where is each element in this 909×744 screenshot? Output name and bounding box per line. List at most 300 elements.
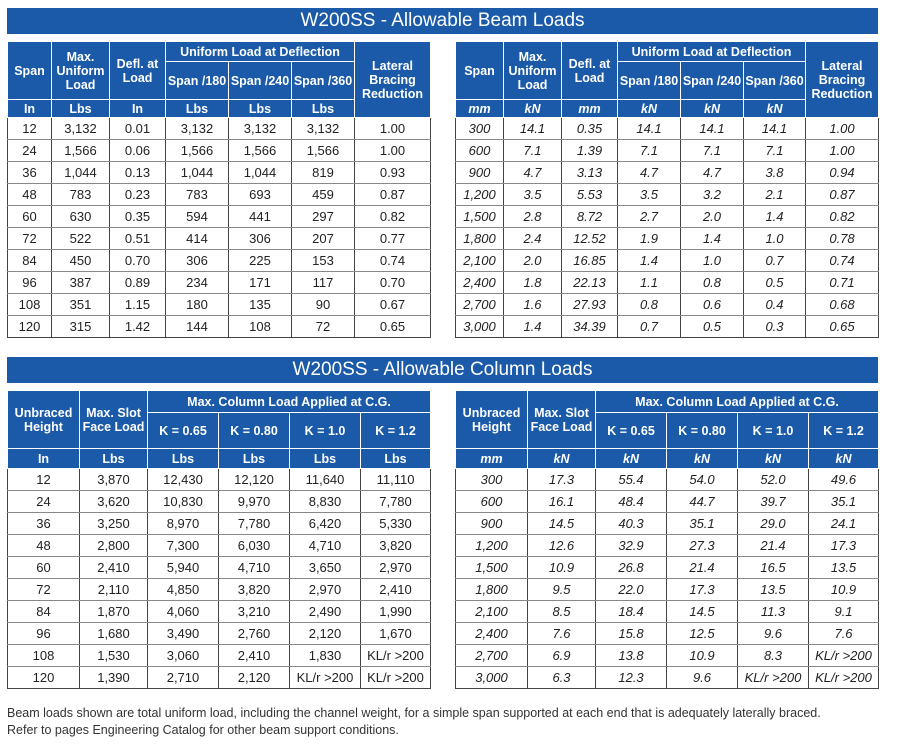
table-cell: 1.8 xyxy=(504,272,562,294)
table-cell: 2,100 xyxy=(456,250,504,272)
table-cell: 2.8 xyxy=(504,206,562,228)
table-cell: 1.4 xyxy=(744,206,806,228)
col-k-080: K = 0.80 xyxy=(667,413,738,449)
table-cell: 135 xyxy=(229,294,292,316)
table-cell: 36 xyxy=(8,162,52,184)
table-cell: 0.23 xyxy=(110,184,166,206)
table-cell: 2,760 xyxy=(219,623,290,645)
table-row xyxy=(8,535,431,557)
table-cell: 17.3 xyxy=(667,579,738,601)
table-cell: 13.8 xyxy=(596,645,667,667)
col-max-slot-face-load: Max. Slot Face Load xyxy=(528,391,596,449)
table-cell: 306 xyxy=(166,250,229,272)
table-row xyxy=(456,206,879,228)
table-cell: 0.70 xyxy=(110,250,166,272)
table-cell: 0.74 xyxy=(806,250,879,272)
table-cell: 84 xyxy=(8,601,80,623)
table-cell: 0.13 xyxy=(110,162,166,184)
table-cell: 783 xyxy=(166,184,229,206)
table-row xyxy=(8,250,431,272)
table-cell: 3,060 xyxy=(148,645,219,667)
table-cell: 3.5 xyxy=(504,184,562,206)
col-span-240: Span /240 xyxy=(229,62,292,100)
table-cell: 44.7 xyxy=(667,491,738,513)
table-cell: 2.4 xyxy=(504,228,562,250)
table-row xyxy=(8,118,431,140)
table-cell: 3.8 xyxy=(744,162,806,184)
table-cell: 60 xyxy=(8,557,80,579)
table-cell: 48 xyxy=(8,184,52,206)
table-row xyxy=(8,469,431,491)
table-row xyxy=(8,623,431,645)
table-cell: 1.00 xyxy=(806,118,879,140)
table-row xyxy=(456,162,879,184)
table-cell: 3,132 xyxy=(52,118,110,140)
table-row xyxy=(456,118,879,140)
table-cell: 16.5 xyxy=(738,557,809,579)
table-row xyxy=(8,645,431,667)
table-cell: 1.9 xyxy=(618,228,681,250)
col-max-slot-face-load: Max. Slot Face Load xyxy=(80,391,148,449)
table-cell: 4,710 xyxy=(219,557,290,579)
table-cell: 1.1 xyxy=(618,272,681,294)
table-row xyxy=(456,184,879,206)
table-row xyxy=(456,272,879,294)
table-cell: 225 xyxy=(229,250,292,272)
table-cell: 14.1 xyxy=(504,118,562,140)
col-span: Span xyxy=(456,42,504,100)
table-cell: 12.5 xyxy=(667,623,738,645)
table-cell: 2,100 xyxy=(456,601,528,623)
table-cell: 35.1 xyxy=(667,513,738,535)
col-group-max-column-load: Max. Column Load Applied at C.G. xyxy=(596,391,879,413)
table-cell: 1.00 xyxy=(355,140,431,162)
table-cell: 3,490 xyxy=(148,623,219,645)
table-cell: 315 xyxy=(52,316,110,338)
table-cell: 11,640 xyxy=(290,469,361,491)
col-group-uniform-load-at-deflection: Uniform Load at Deflection xyxy=(618,42,806,62)
col-unbraced-height: Unbraced Height xyxy=(456,391,528,449)
footnotes xyxy=(7,705,821,739)
table-cell: 12 xyxy=(8,469,80,491)
table-row xyxy=(8,162,431,184)
table-cell: 441 xyxy=(229,206,292,228)
unit-cell: Lbs xyxy=(166,100,229,118)
table-cell: 0.01 xyxy=(110,118,166,140)
col-k-065: K = 0.65 xyxy=(148,413,219,449)
table-cell: 6,420 xyxy=(290,513,361,535)
table-cell: 117 xyxy=(292,272,355,294)
table-cell: 2,120 xyxy=(290,623,361,645)
table-cell: 594 xyxy=(166,206,229,228)
col-span-360: Span /360 xyxy=(744,62,806,100)
table-cell: 2,400 xyxy=(456,623,528,645)
table-cell: 300 xyxy=(456,469,528,491)
table-cell: 10.9 xyxy=(667,645,738,667)
col-k-12: K = 1.2 xyxy=(361,413,431,449)
unit-cell: kN xyxy=(528,449,596,469)
table-cell: 9.1 xyxy=(809,601,879,623)
table-row xyxy=(456,535,879,557)
table-row xyxy=(456,623,879,645)
table-cell: 120 xyxy=(8,316,52,338)
table-cell: 22.0 xyxy=(596,579,667,601)
table-cell: 10.9 xyxy=(528,557,596,579)
table-cell: 297 xyxy=(292,206,355,228)
table-cell: 90 xyxy=(292,294,355,316)
column-loads-title: W200SS - Allowable Column Loads xyxy=(7,357,878,383)
table-cell: 16.1 xyxy=(528,491,596,513)
table-row xyxy=(8,579,431,601)
table-cell: 171 xyxy=(229,272,292,294)
table-cell: 300 xyxy=(456,118,504,140)
column-table-imperial xyxy=(7,390,431,689)
beam-loads-title: W200SS - Allowable Beam Loads xyxy=(7,8,878,34)
table-cell: 24.1 xyxy=(809,513,879,535)
table-cell: 2,970 xyxy=(361,557,431,579)
table-cell: 14.1 xyxy=(744,118,806,140)
col-k-12: K = 1.2 xyxy=(809,413,879,449)
table-cell: 72 xyxy=(8,228,52,250)
table-cell: 6,030 xyxy=(219,535,290,557)
table-cell: 1,566 xyxy=(292,140,355,162)
table-cell: KL/r >200 xyxy=(361,667,431,689)
table-cell: 0.6 xyxy=(681,294,744,316)
table-cell: 0.94 xyxy=(806,162,879,184)
beam-table-imperial xyxy=(7,41,431,338)
col-group-max-column-load: Max. Column Load Applied at C.G. xyxy=(148,391,431,413)
table-cell: KL/r >200 xyxy=(361,645,431,667)
table-cell: 153 xyxy=(292,250,355,272)
table-cell: 7.1 xyxy=(618,140,681,162)
table-cell: 0.8 xyxy=(681,272,744,294)
table-cell: 3,132 xyxy=(292,118,355,140)
table-cell: 7.1 xyxy=(504,140,562,162)
table-cell: 5,330 xyxy=(361,513,431,535)
table-cell: 3.2 xyxy=(681,184,744,206)
table-cell: 180 xyxy=(166,294,229,316)
table-cell: 27.3 xyxy=(667,535,738,557)
table-cell: 1.6 xyxy=(504,294,562,316)
table-cell: 35.1 xyxy=(809,491,879,513)
table-cell: 7,300 xyxy=(148,535,219,557)
table-row xyxy=(456,250,879,272)
table-cell: 2.1 xyxy=(744,184,806,206)
table-cell: 8,970 xyxy=(148,513,219,535)
unit-cell: Lbs xyxy=(361,449,431,469)
table-cell: 3,000 xyxy=(456,667,528,689)
table-cell: 3,870 xyxy=(80,469,148,491)
table-cell: 0.51 xyxy=(110,228,166,250)
table-cell: 4,710 xyxy=(290,535,361,557)
table-cell: 2,110 xyxy=(80,579,148,601)
table-cell: KL/r >200 xyxy=(738,667,809,689)
unit-cell: Lbs xyxy=(80,449,148,469)
table-cell: 1,044 xyxy=(229,162,292,184)
table-cell: 72 xyxy=(8,579,80,601)
table-cell: 144 xyxy=(166,316,229,338)
table-row xyxy=(8,513,431,535)
table-cell: 21.4 xyxy=(667,557,738,579)
table-cell: 48 xyxy=(8,535,80,557)
col-span-180: Span /180 xyxy=(166,62,229,100)
table-cell: 693 xyxy=(229,184,292,206)
table-cell: 3,132 xyxy=(229,118,292,140)
table-cell: 12 xyxy=(8,118,52,140)
table-cell: 9.5 xyxy=(528,579,596,601)
table-cell: 1,870 xyxy=(80,601,148,623)
table-cell: 32.9 xyxy=(596,535,667,557)
col-max-uniform-load: Max. Uniform Load xyxy=(504,42,562,100)
table-cell: 1,990 xyxy=(361,601,431,623)
table-cell: 1.4 xyxy=(504,316,562,338)
table-cell: 207 xyxy=(292,228,355,250)
table-cell: KL/r >200 xyxy=(809,667,879,689)
table-row xyxy=(8,294,431,316)
table-cell: 5,940 xyxy=(148,557,219,579)
table-cell: 0.65 xyxy=(806,316,879,338)
table-cell: 306 xyxy=(229,228,292,250)
table-cell: 60 xyxy=(8,206,52,228)
table-cell: 1,044 xyxy=(52,162,110,184)
table-cell: 9.6 xyxy=(667,667,738,689)
table-cell: 387 xyxy=(52,272,110,294)
table-cell: 1,200 xyxy=(456,535,528,557)
table-cell: 0.7 xyxy=(618,316,681,338)
unit-cell: Lbs xyxy=(292,100,355,118)
unit-cell: kN xyxy=(596,449,667,469)
table-cell: 1.4 xyxy=(618,250,681,272)
table-cell: 108 xyxy=(229,316,292,338)
table-cell: 630 xyxy=(52,206,110,228)
table-cell: 1.39 xyxy=(562,140,618,162)
table-cell: 1.0 xyxy=(681,250,744,272)
table-row xyxy=(456,513,879,535)
table-cell: 84 xyxy=(8,250,52,272)
table-cell: 3,820 xyxy=(219,579,290,601)
table-cell: 96 xyxy=(8,623,80,645)
units-row xyxy=(8,449,431,469)
footnote-refer-catalog: Refer to pages Engineering Catalog for other beam support conditions. xyxy=(7,723,399,737)
table-cell: 900 xyxy=(456,162,504,184)
table-cell: 0.70 xyxy=(355,272,431,294)
col-defl-at-load: Defl. at Load xyxy=(110,42,166,100)
table-cell: 0.06 xyxy=(110,140,166,162)
table-cell: 0.82 xyxy=(806,206,879,228)
table-cell: 0.35 xyxy=(110,206,166,228)
table-cell: 2,410 xyxy=(219,645,290,667)
unit-cell: Lbs xyxy=(229,100,292,118)
table-cell: 5.53 xyxy=(562,184,618,206)
table-cell: 0.3 xyxy=(744,316,806,338)
table-cell: 2,490 xyxy=(290,601,361,623)
table-row xyxy=(8,557,431,579)
table-row xyxy=(456,140,879,162)
table-cell: 9,970 xyxy=(219,491,290,513)
unit-cell: Lbs xyxy=(52,100,110,118)
table-cell: 12.52 xyxy=(562,228,618,250)
table-cell: 0.78 xyxy=(806,228,879,250)
col-lateral-bracing-reduction: Lateral Bracing Reduction xyxy=(806,42,879,118)
table-cell: 1,200 xyxy=(456,184,504,206)
table-cell: 1.4 xyxy=(681,228,744,250)
table-cell: 0.74 xyxy=(355,250,431,272)
col-defl-at-load: Defl. at Load xyxy=(562,42,618,100)
table-cell: 900 xyxy=(456,513,528,535)
table-cell: 7.1 xyxy=(681,140,744,162)
table-row xyxy=(8,206,431,228)
table-cell: 0.82 xyxy=(355,206,431,228)
table-row xyxy=(456,667,879,689)
unit-cell: mm xyxy=(456,100,504,118)
table-cell: 2,120 xyxy=(219,667,290,689)
table-cell: 2.7 xyxy=(618,206,681,228)
table-cell: KL/r >200 xyxy=(290,667,361,689)
table-cell: 8,830 xyxy=(290,491,361,513)
table-cell: 16.85 xyxy=(562,250,618,272)
table-cell: 108 xyxy=(8,294,52,316)
table-cell: 120 xyxy=(8,667,80,689)
table-cell: 1,500 xyxy=(456,557,528,579)
col-span-360: Span /360 xyxy=(292,62,355,100)
table-cell: 27.93 xyxy=(562,294,618,316)
table-cell: 351 xyxy=(52,294,110,316)
table-cell: 414 xyxy=(166,228,229,250)
table-cell: 8.72 xyxy=(562,206,618,228)
table-cell: 18.4 xyxy=(596,601,667,623)
col-k-080: K = 0.80 xyxy=(219,413,290,449)
table-cell: 26.8 xyxy=(596,557,667,579)
table-row xyxy=(456,645,879,667)
table-cell: 3.13 xyxy=(562,162,618,184)
table-row xyxy=(456,579,879,601)
table-row xyxy=(8,601,431,623)
table-row xyxy=(8,667,431,689)
table-cell: 4.7 xyxy=(504,162,562,184)
table-cell: 52.0 xyxy=(738,469,809,491)
table-cell: 4,850 xyxy=(148,579,219,601)
table-cell: 7.6 xyxy=(809,623,879,645)
table-cell: 4,060 xyxy=(148,601,219,623)
col-k-10: K = 1.0 xyxy=(738,413,809,449)
table-cell: 54.0 xyxy=(667,469,738,491)
table-cell: 22.13 xyxy=(562,272,618,294)
table-row xyxy=(8,140,431,162)
table-row xyxy=(8,184,431,206)
table-cell: 4.7 xyxy=(618,162,681,184)
table-cell: 11.3 xyxy=(738,601,809,623)
table-cell: 49.6 xyxy=(809,469,879,491)
table-row xyxy=(8,316,431,338)
footnote-beam-loads: Beam loads shown are total uniform load, including the channel weight, for a simple span supported at each end that is adequately laterally braced. xyxy=(7,706,821,720)
table-cell: 17.3 xyxy=(809,535,879,557)
col-lateral-bracing-reduction: Lateral Bracing Reduction xyxy=(355,42,431,118)
table-cell: 7,780 xyxy=(219,513,290,535)
table-cell: 108 xyxy=(8,645,80,667)
table-cell: 1,680 xyxy=(80,623,148,645)
table-cell: 0.8 xyxy=(618,294,681,316)
col-span: Span xyxy=(8,42,52,100)
table-cell: 3,620 xyxy=(80,491,148,513)
table-row xyxy=(456,316,879,338)
unit-cell: mm xyxy=(456,449,528,469)
table-cell: 0.67 xyxy=(355,294,431,316)
table-cell: 3,820 xyxy=(361,535,431,557)
table-cell: 10.9 xyxy=(809,579,879,601)
table-cell: 1,500 xyxy=(456,206,504,228)
table-cell: 1.00 xyxy=(806,140,879,162)
table-cell: 72 xyxy=(292,316,355,338)
table-cell: 14.1 xyxy=(681,118,744,140)
unit-cell: In xyxy=(110,100,166,118)
table-cell: 24 xyxy=(8,491,80,513)
table-cell: 1,800 xyxy=(456,579,528,601)
col-k-10: K = 1.0 xyxy=(290,413,361,449)
table-cell: 1,670 xyxy=(361,623,431,645)
table-cell: 600 xyxy=(456,140,504,162)
table-cell: 13.5 xyxy=(809,557,879,579)
table-cell: 10,830 xyxy=(148,491,219,513)
table-cell: 48.4 xyxy=(596,491,667,513)
table-cell: 2,400 xyxy=(456,272,504,294)
unit-cell: kN xyxy=(618,100,681,118)
table-cell: 1.42 xyxy=(110,316,166,338)
table-row xyxy=(456,228,879,250)
unit-cell: kN xyxy=(809,449,879,469)
col-unbraced-height: Unbraced Height xyxy=(8,391,80,449)
table-cell: 24 xyxy=(8,140,52,162)
table-cell: 14.1 xyxy=(618,118,681,140)
table-cell: 1,830 xyxy=(290,645,361,667)
table-cell: 7.1 xyxy=(744,140,806,162)
table-cell: 1.15 xyxy=(110,294,166,316)
table-cell: 2,710 xyxy=(148,667,219,689)
table-cell: 2,410 xyxy=(80,557,148,579)
table-cell: 2,700 xyxy=(456,645,528,667)
col-span-180: Span /180 xyxy=(618,62,681,100)
table-cell: 7.6 xyxy=(528,623,596,645)
table-cell: 2,410 xyxy=(361,579,431,601)
table-row xyxy=(456,601,879,623)
table-cell: 0.5 xyxy=(681,316,744,338)
table-cell: 3.5 xyxy=(618,184,681,206)
table-cell: 0.71 xyxy=(806,272,879,294)
table-cell: 2,970 xyxy=(290,579,361,601)
table-cell: 21.4 xyxy=(738,535,809,557)
table-cell: 1.0 xyxy=(744,228,806,250)
table-cell: 0.87 xyxy=(806,184,879,206)
table-row xyxy=(456,469,879,491)
table-cell: 12.6 xyxy=(528,535,596,557)
col-group-uniform-load-at-deflection: Uniform Load at Deflection xyxy=(166,42,355,62)
unit-cell: Lbs xyxy=(290,449,361,469)
table-cell: 2,800 xyxy=(80,535,148,557)
table-cell: 0.5 xyxy=(744,272,806,294)
table-cell: 8.3 xyxy=(738,645,809,667)
table-cell: 11,110 xyxy=(361,469,431,491)
table-row xyxy=(456,294,879,316)
table-cell: 0.68 xyxy=(806,294,879,316)
table-cell: 14.5 xyxy=(667,601,738,623)
table-cell: 0.35 xyxy=(562,118,618,140)
table-cell: 0.93 xyxy=(355,162,431,184)
table-cell: 3,132 xyxy=(166,118,229,140)
table-cell: 600 xyxy=(456,491,528,513)
table-cell: 0.7 xyxy=(744,250,806,272)
table-cell: 0.77 xyxy=(355,228,431,250)
column-table-metric xyxy=(455,390,879,689)
table-cell: 7,780 xyxy=(361,491,431,513)
